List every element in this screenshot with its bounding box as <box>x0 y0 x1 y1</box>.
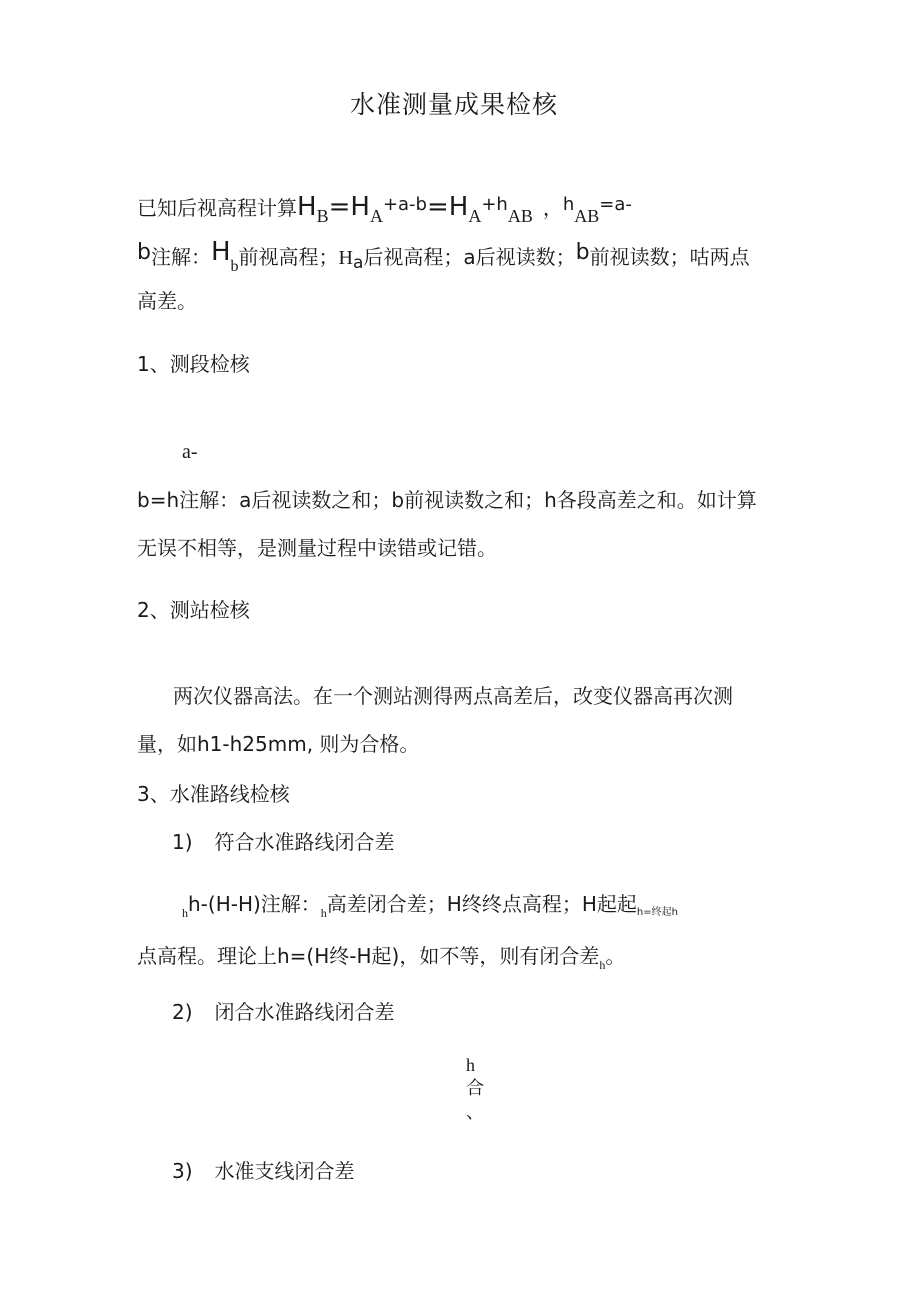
section2-heading: 2、测站检核 <box>137 598 250 622</box>
formula-sub-A: A <box>468 206 482 226</box>
formula-equals: = <box>426 192 449 222</box>
section3-item1 <box>172 832 395 852</box>
formula-text: h-(H-H)注解： <box>188 892 321 916</box>
formula-term: +h <box>481 194 508 215</box>
note-sub-b: b <box>230 258 239 275</box>
section1-formula-top: a- <box>182 441 198 463</box>
note-b: b <box>575 240 590 265</box>
formula-H: H <box>448 192 469 222</box>
formula-H: H <box>297 192 317 222</box>
formula-h: h <box>562 194 575 215</box>
formula-tiny-text: h=终起h <box>636 907 678 918</box>
note-b: b <box>137 240 151 265</box>
formula-text: 点高程。理论上h=(H终-H起)，如不等，则有闭合差 <box>137 944 600 968</box>
item-number: 2) <box>172 1000 193 1024</box>
item-number: 1) <box>172 830 193 854</box>
intro-formula-line <box>137 192 632 226</box>
formula-sub-h: h <box>320 906 327 920</box>
note-H: H <box>210 237 231 267</box>
intro-note-line <box>137 237 750 275</box>
formula-sub-AB: AB <box>507 206 533 226</box>
section2-line1: 两次仪器高法。在一个测站测得两点高差后，改变仪器高再次测 <box>173 684 733 708</box>
formula-text: 高差闭合差；H终终点高程；H起起 <box>326 892 637 916</box>
formula-equals: = <box>328 192 351 222</box>
clipped-char: h <box>466 1055 475 1075</box>
formula-sub-AB: AB <box>574 206 600 226</box>
note-text: 前视读数；咕两点 <box>589 245 750 269</box>
item-label: 闭合水准路线闭合差 <box>214 1000 395 1024</box>
section3-item3 <box>172 1161 355 1181</box>
note-sub-a: a <box>352 253 364 273</box>
section3-heading: 3、水准路线检核 <box>137 782 290 806</box>
section3-item2 <box>172 1002 395 1022</box>
formula-sub-B: B <box>316 206 329 226</box>
formula-term: =a- <box>599 194 632 215</box>
section2-line2: 量，如h1-h25mm, 则为合格。 <box>137 732 420 756</box>
note-H: H <box>338 247 353 269</box>
item-label: 符合水准路线闭合差 <box>214 830 395 854</box>
formula-sub-A: A <box>369 206 383 226</box>
note-label: 注解： <box>150 245 211 269</box>
section1-line2: 无误不相等，是测量过程中读错或记错。 <box>137 536 497 560</box>
formula-term: +a-b <box>382 194 427 215</box>
section3-formula-line1 <box>182 892 678 920</box>
section3-formula-line2 <box>137 944 626 972</box>
intro-line3: 高差。 <box>137 289 197 313</box>
note-text: a后视读数； <box>463 245 576 269</box>
formula-text: 。 <box>605 944 626 968</box>
page-title: 水准测量成果检核 <box>350 90 559 119</box>
section1-heading: 1、测段检核 <box>137 352 250 376</box>
formula-sub-h: h <box>182 906 188 920</box>
item-label: 水准支线闭合差 <box>214 1159 355 1183</box>
clipped-fragment <box>466 1055 484 1130</box>
note-text: 前视高程； <box>238 245 339 269</box>
intro-lead: 已知后视高程计算 <box>137 196 297 220</box>
item-number: 3) <box>172 1159 193 1183</box>
note-text: 后视高程； <box>363 245 464 269</box>
clipped-char: 、 <box>466 1102 484 1123</box>
clipped-char: 合 <box>466 1078 484 1099</box>
formula-sub-h: h <box>599 958 606 972</box>
formula-comma: ， <box>542 196 563 220</box>
formula-H: H <box>350 192 370 222</box>
section1-line1: b=h注解：a后视读数之和；b前视读数之和；h各段高差之和。如计算 <box>137 488 757 512</box>
